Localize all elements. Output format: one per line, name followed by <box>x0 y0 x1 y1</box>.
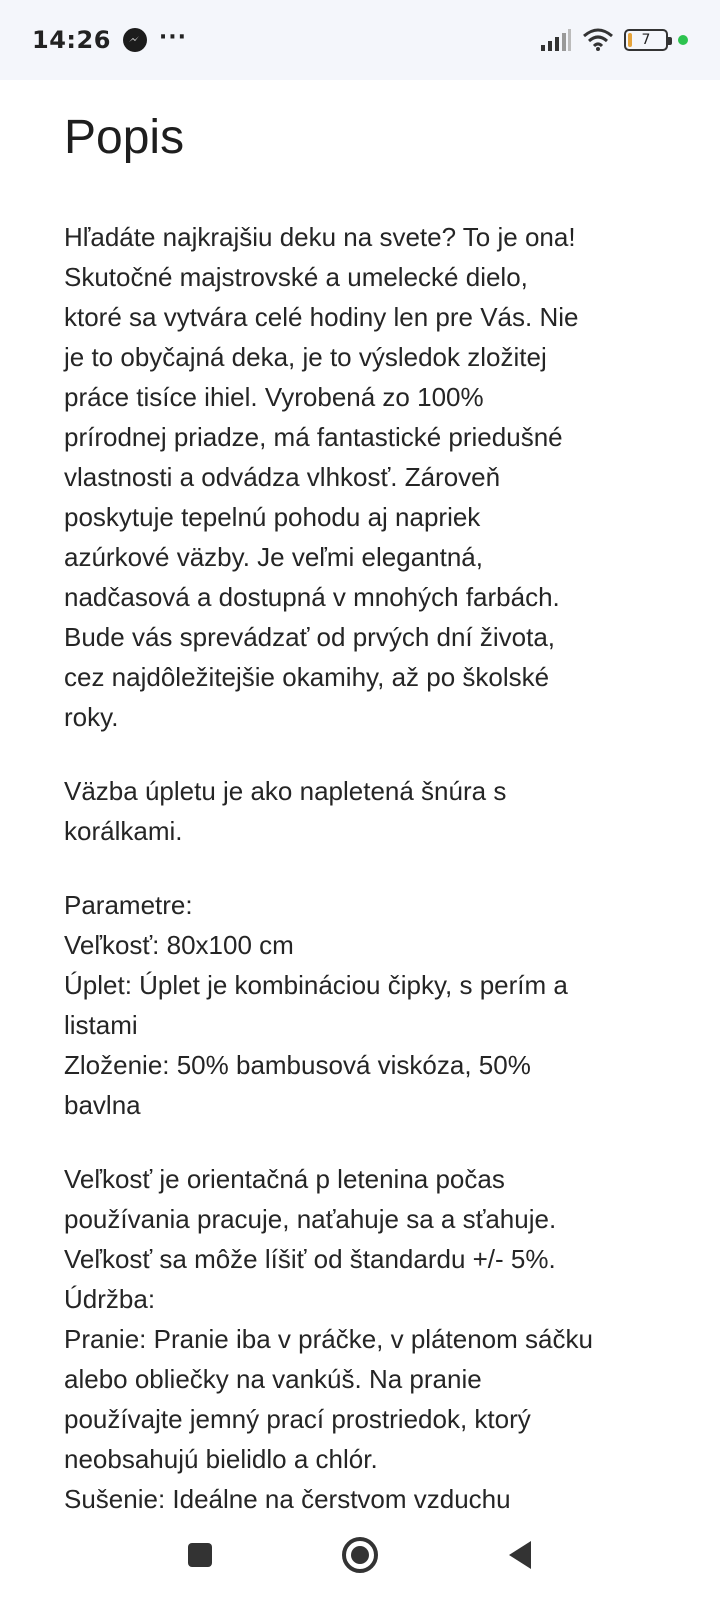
text-line: Parametre: <box>64 890 193 920</box>
parameters-paragraph <box>64 885 656 1125</box>
text-line: Bude vás sprevádzať od prvých dní života, <box>64 622 556 652</box>
text-line: Skutočné majstrovské a umelecké dielo, <box>64 262 528 292</box>
more-icon: ··· <box>158 24 187 50</box>
square-icon <box>186 1541 214 1569</box>
messenger-icon <box>123 28 147 52</box>
text-line: Pranie: Pranie iba v práčke, v plátenom sáčku <box>64 1324 593 1354</box>
care-paragraph <box>64 1159 656 1510</box>
status-bar <box>0 0 720 80</box>
text-line: je to obyčajná deka, je to výsledok zložitej <box>64 342 547 372</box>
text-line: Hľadáte najkrajšiu deku na svete? To je ona! <box>64 222 576 252</box>
home-button[interactable] <box>335 1530 385 1580</box>
battery-fill <box>628 33 632 47</box>
battery-tip <box>668 37 672 45</box>
text-line: Údržba: <box>64 1284 156 1314</box>
text-line: Sušenie: Ideálne na čerstvom vzduchu <box>64 1484 511 1510</box>
text-line: Veľkosť sa môže líšiť od štandardu +/- 5%. <box>64 1244 556 1274</box>
text-line: Veľkosť: 80x100 cm <box>64 930 294 960</box>
wifi-icon <box>582 28 614 52</box>
status-time: 14:26 <box>32 26 111 54</box>
battery-icon <box>624 29 668 51</box>
back-button[interactable] <box>495 1530 545 1580</box>
text-line: bavlna <box>64 1090 141 1120</box>
text-line: ktoré sa vytvára celé hodiny len pre Vás. Nie <box>64 302 579 332</box>
page-title: Popis <box>64 111 185 164</box>
triangle-back-icon <box>505 1539 535 1571</box>
status-right <box>540 28 688 52</box>
text-line: cez najdôležitejšie okamihy, až po školské <box>64 662 550 692</box>
recents-button[interactable] <box>175 1530 225 1580</box>
circle-icon <box>340 1535 380 1575</box>
text-line: Úplet: Úplet je kombináciou čipky, s perím a <box>64 970 568 1000</box>
text-line: poskytuje tepelnú pohodu aj napriek <box>64 502 481 532</box>
text-line: vlastnosti a odvádza vlhkosť. Zároveň <box>64 462 501 492</box>
text-line: prírodnej priadze, má fantastické priedušné <box>64 422 563 452</box>
text-line: listami <box>64 1010 138 1040</box>
battery-level: 7 <box>641 32 651 48</box>
text-line: Zloženie: 50% bambusová viskóza, 50% <box>64 1050 531 1080</box>
text-line: práce tisíce ihiel. Vyrobená zo 100% <box>64 382 484 412</box>
text-line: Veľkosť je orientačná p letenina počas <box>64 1164 505 1194</box>
text-line: roky. <box>64 702 119 732</box>
text-line: alebo obliečky na vankúš. Na pranie <box>64 1364 482 1394</box>
status-left <box>32 26 187 54</box>
navigation-bar <box>0 1510 720 1600</box>
text-line: korálkami. <box>64 816 183 846</box>
description-content[interactable] <box>0 80 720 1510</box>
signal-icon <box>540 29 572 51</box>
description-paragraph <box>64 217 656 737</box>
text-line: používania pracuje, naťahuje sa a sťahuje. <box>64 1204 557 1234</box>
privacy-indicator-dot <box>678 35 688 45</box>
text-line: používajte jemný prací prostriedok, ktorý <box>64 1404 531 1434</box>
text-line: nadčasová a dostupná v mnohých farbách. <box>64 582 560 612</box>
text-line: Väzba úpletu je ako napletená šnúra s <box>64 776 507 806</box>
description-paragraph <box>64 771 656 851</box>
text-line: neobsahujú bielidlo a chlór. <box>64 1444 378 1474</box>
text-line: azúrkové väzby. Je veľmi elegantná, <box>64 542 483 572</box>
